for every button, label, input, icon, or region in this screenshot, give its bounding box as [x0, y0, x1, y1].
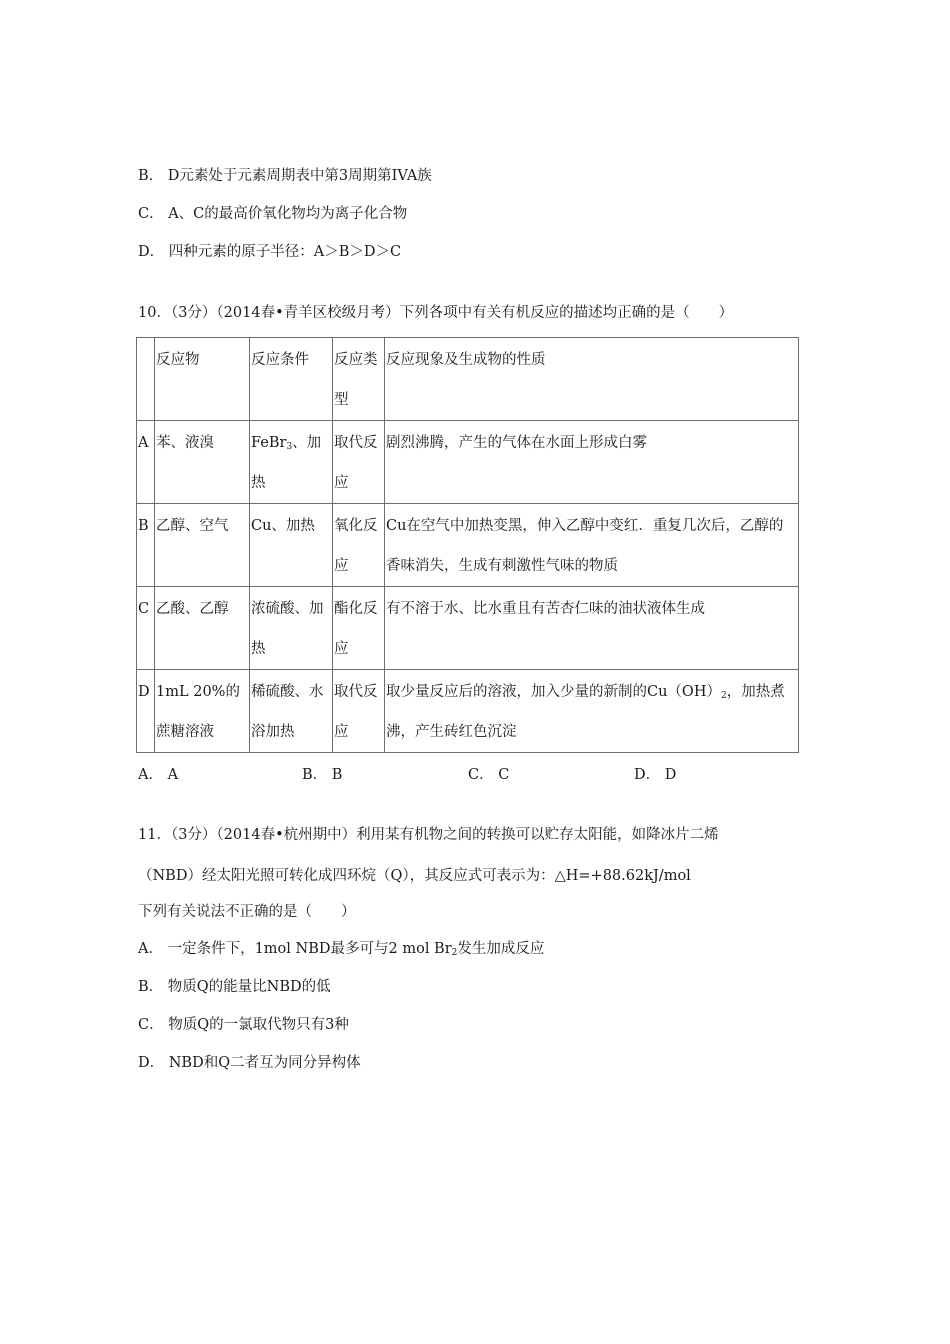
q9-option-d: D． 四种元素的原子半径：A＞B＞D＞C — [138, 244, 402, 260]
reaction-type-cell: 取代反应 — [333, 421, 385, 504]
q11-option-a: A． 一定条件下，1mol NBD最多可与2 mol $Br_2$发生加成反应 — [138, 941, 545, 958]
reaction-type-cell: 取代反应 — [333, 670, 385, 753]
header-cell — [137, 338, 155, 421]
q11-stem-line-3: 下列有关说法不正确的是（ ） — [138, 904, 356, 920]
header-cell: 反应条件 — [250, 338, 333, 421]
q10-option-d: D． D — [634, 767, 677, 783]
q9-option-c: C． A、C的最高价氧化物均为离子化合物 — [138, 206, 408, 222]
q11-option-d: D． NBD和Q二者互为同分异构体 — [138, 1055, 361, 1071]
reaction-type-cell: 氧化反应 — [333, 504, 385, 587]
conditions-cell: Cu、加热 — [250, 504, 333, 587]
row-label: A — [137, 421, 155, 504]
reactants-cell: 苯、液溴 — [155, 421, 250, 504]
header-cell: 反应类型 — [333, 338, 385, 421]
reactants-cell: 1mL 20%的蔗糖溶液 — [155, 670, 250, 753]
phenomenon-cell: 有不溶于水、比水重且有苦杏仁味的油状液体生成 — [385, 587, 799, 670]
q11-stem-line-1: 11．（3分）（2014春•杭州期中）利用某有机物之间的转换可以贮存太阳能，如降冰片二烯 — [138, 827, 719, 843]
conditions-cell: 稀硫酸、水浴加热 — [250, 670, 333, 753]
table-row — [137, 587, 799, 670]
row-label: D — [137, 670, 155, 753]
q11-option-c: C． 物质Q的一氯取代物只有3种 — [138, 1017, 349, 1033]
reaction-type-cell: 酯化反应 — [333, 587, 385, 670]
row-label: B — [137, 504, 155, 587]
q10-stem: 10．（3分）（2014春•青羊区校级月考）下列各项中有关有机反应的描述均正确的是（ ） — [138, 305, 734, 321]
table-row — [137, 421, 799, 504]
reactants-cell: 乙酸、乙醇 — [155, 587, 250, 670]
q10-option-a: A． A — [138, 767, 179, 783]
q10-reaction-table — [136, 337, 799, 753]
phenomenon-cell: 剧烈沸腾，产生的气体在水面上形成白雾 — [385, 421, 799, 504]
phenomenon-cell: 取少量反应后的溶液，加入少量的新制的$Cu(OH)_2$，加热煮沸，产生砖红色沉淀 — [385, 670, 799, 753]
reactants-cell: 乙醇、空气 — [155, 504, 250, 587]
q10-option-b: B． B — [302, 767, 343, 783]
header-cell: 反应物 — [155, 338, 250, 421]
row-label: C — [137, 587, 155, 670]
q11-stem-line-2: （NBD）经太阳光照可转化成四环烷（Q），其反应式可表示为：△H=+88.62kJ/mol — [138, 868, 691, 884]
q9-option-b: B． D元素处于元素周期表中第3周期第IVA族 — [138, 168, 432, 184]
conditions-cell: 浓硫酸、加热 — [250, 587, 333, 670]
conditions-cell: FeBr$_3$、加热 — [250, 421, 333, 504]
table-header-row — [137, 338, 799, 421]
q11-option-b: B． 物质Q的能量比NBD的低 — [138, 979, 331, 995]
table-row — [137, 504, 799, 587]
phenomenon-cell: Cu在空气中加热变黑，伸入乙醇中变红．重复几次后，乙醇的香味消失，生成有刺激性气味的物质 — [385, 504, 799, 587]
header-cell: 反应现象及生成物的性质 — [385, 338, 799, 421]
q10-option-c: C． C — [468, 767, 510, 783]
table-row — [137, 670, 799, 753]
